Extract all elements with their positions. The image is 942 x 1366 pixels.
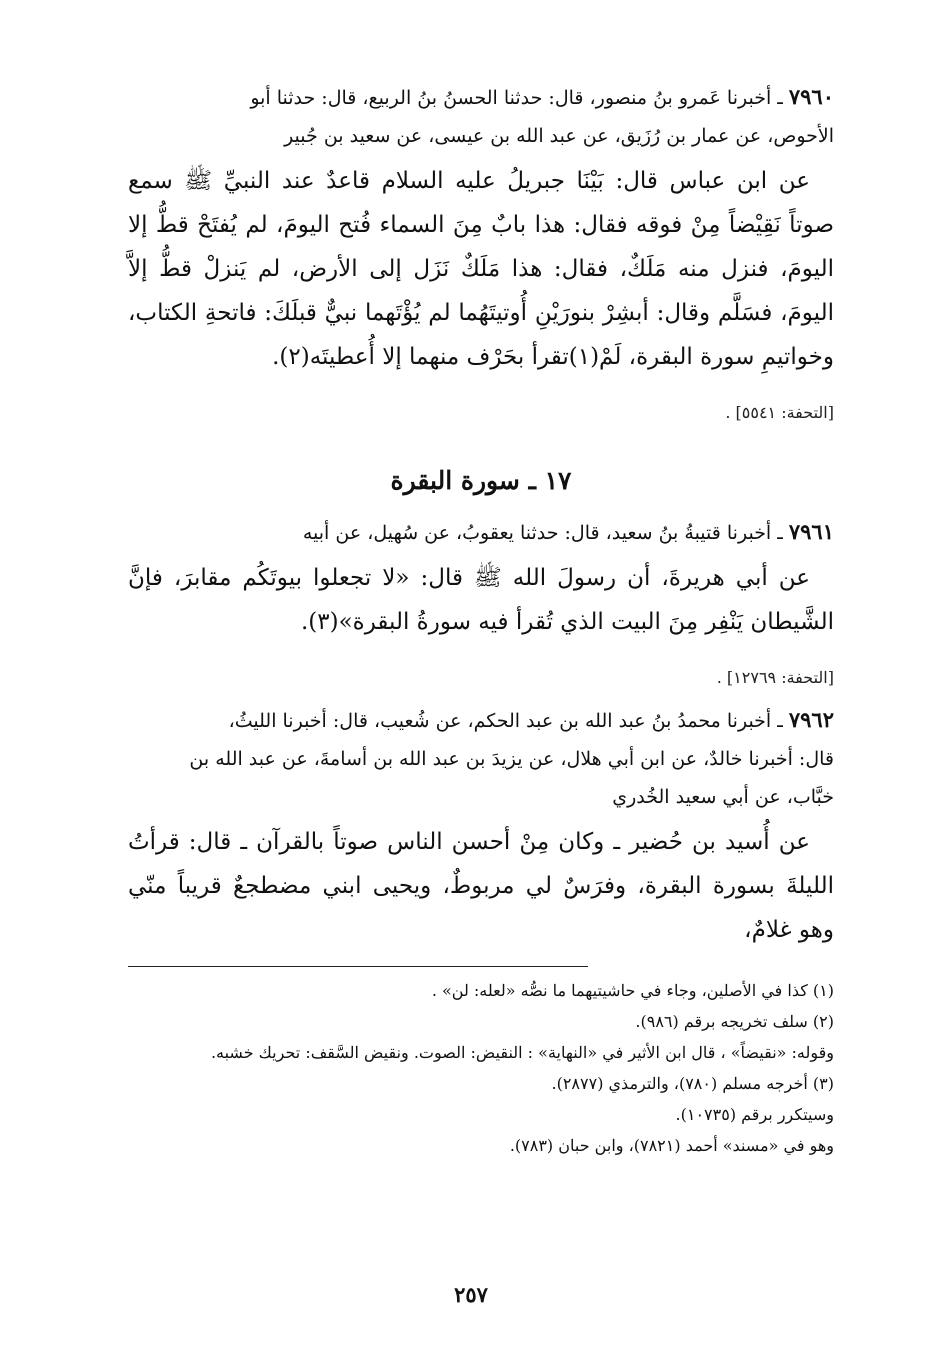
footnote: (٣) أخرجه مسلم (٧٨٠)، والترمذي (٢٨٧٧). — [551, 1074, 834, 1093]
footnote: (٢) سلف تخريجه برقم (٩٨٦). — [635, 1012, 834, 1031]
tuhfa-reference: [التحفة: ١٢٧٦٩] . — [716, 668, 834, 687]
isnad-continuation: خبَّاب، عن أبي سعيد الخُدري — [612, 786, 834, 808]
isnad-line: ـ أخبرنا قتيبةُ بنُ سعيد، قال: حدثنا يعقوبُ، عن سُهيل، عن أبيه — [302, 522, 783, 544]
hadith-7960 — [128, 78, 834, 422]
isnad — [128, 513, 834, 552]
isnad-continuation: الأحوص، عن عمار بن رُزَيق، عن عبد الله بن عيسى، عن سعيد بن جُبير — [284, 125, 834, 147]
footnote: وسيتكرر برقم (١٠٧٣٥). — [675, 1105, 834, 1124]
matn: عن ابن عباس قال: بَيْنَا جبريلُ عليه السلام قاعدٌ عند النبيِّ ﷺ سمع صوتاً نَقِيْضاً مِنْ فوقه فقال: هذا بابٌ مِنَ السماء فُتح اليومَ، لم يُفتَحْ قطُّ إلا اليومَ، فنزل منه مَلَكٌ، فقال: هذا مَلَكٌ نَزَل إلى الأرض، لم يَنزلْ قطُّ إلاَّ اليومَ، فسَلَّم وقال: أبشِرْ بنورَيْنِ أُوتيتَهُما لم يُؤْتَهما نبيٌّ قبلَكَ: فاتحةِ الكتاب، وخواتيمِ سورة البقرة، لَمْ(١)تقرأ بحَرْف منهما إلا أُعطيتَه(٢). — [128, 168, 834, 370]
matn: عن أُسيد بن حُضير ـ وكان مِنْ أحسن الناس صوتاً بالقرآن ـ قال: قرأتُ الليلةَ بسورة البقرة، وفرَسٌ لي مربوطٌ، ويحيى ابني مضطجعٌ قريباً منّي وهو غلامٌ، — [128, 829, 834, 943]
isnad — [128, 78, 834, 117]
hadith-number: ٧٩٦٠ — [788, 84, 834, 109]
footnote: وهو في «مسند» أحمد (٧٨٢١)، وابن حبان (٧٨٣). — [509, 1136, 834, 1155]
surah-heading: ١٧ ـ سورة البقرة — [390, 466, 572, 495]
isnad-continuation: قال: أخبرنا خالدٌ، عن ابن أبي هلال، عن يزيدَ بن عبد الله بن أسامةَ، عن عبد الله بن — [189, 748, 834, 770]
isnad — [128, 701, 834, 740]
hadith-number: ٧٩٦١ — [788, 519, 834, 544]
isnad-line: ـ أخبرنا عَمرو بنُ منصور، قال: حدثنا الحسنُ بنُ الربيع، قال: حدثنا أبو — [250, 87, 783, 109]
page-number: ٢٥٧ — [454, 1282, 488, 1307]
hadith-7961 — [128, 513, 834, 687]
isnad-line: ـ أخبرنا محمدُ بنُ عبد الله بن عبد الحكم، عن شُعيب، قال: أخبرنا الليثُ، — [228, 710, 783, 732]
footnote: وقوله: «نقيضاً» ، قال ابن الأثير في «النهاية» : النقيض: الصوت. ونقيض السَّقف: تحريك خشبه. — [210, 1043, 834, 1062]
footnote-separator — [128, 966, 588, 967]
tuhfa-reference: [التحفة: ٥٥٤١] . — [725, 403, 834, 422]
footnotes — [128, 975, 834, 1161]
hadith-number: ٧٩٦٢ — [788, 707, 834, 732]
matn: عن أبي هريرةَ، أن رسولَ الله ﷺ قال: «لا تجعلوا بيوتَكُم مقابرَ، فإنَّ الشَّيطان يَنْفِر مِنَ البيت الذي تُقرأ فيه سورةُ البقرة»(٣). — [128, 565, 834, 635]
footnote: (١) كذا في الأصلين، وجاء في حاشيتيهما ما نصُّه «لعله: لن» . — [431, 981, 834, 1000]
hadith-7962 — [128, 701, 834, 952]
